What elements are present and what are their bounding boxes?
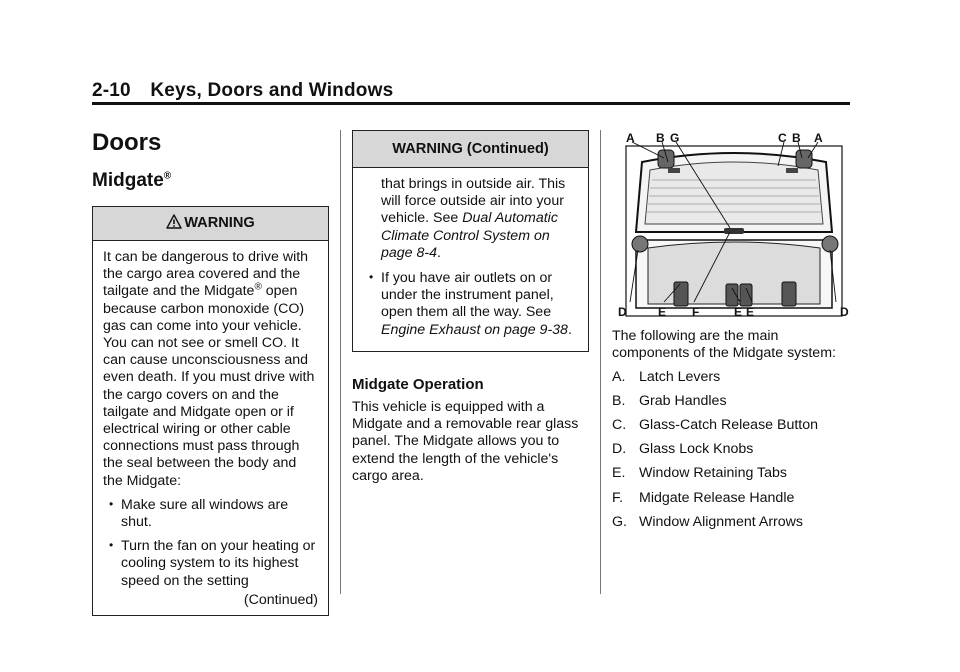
item-letter: B. bbox=[612, 392, 626, 409]
list-intro: The following are the main components of the Midgate system: bbox=[612, 328, 836, 362]
item-text: Latch Levers bbox=[639, 368, 721, 385]
header-rule bbox=[92, 102, 850, 105]
figure-label-g: G bbox=[670, 132, 680, 145]
section-title: Keys, Doors and Windows bbox=[150, 80, 394, 101]
warning-title: WARNING (Continued) bbox=[353, 131, 588, 168]
figure-label-c: C bbox=[778, 132, 787, 145]
warning-icon bbox=[166, 214, 182, 229]
list-item: • Make sure all windows are shut. bbox=[103, 497, 318, 531]
item-text: Window Retaining Tabs bbox=[639, 465, 787, 482]
registered-mark: ® bbox=[254, 281, 262, 293]
list-item bbox=[612, 441, 852, 458]
item-letter: A. bbox=[612, 368, 626, 385]
warning-text bbox=[103, 249, 318, 490]
body-paragraph: This vehicle is equipped with a Midgate and a removable rear glass panel. The Midgate allows you to extend the length of the vehicle's cargo area. bbox=[352, 399, 579, 484]
figure-label-a: A bbox=[626, 132, 635, 145]
item-letter: G. bbox=[612, 513, 627, 530]
list-item bbox=[612, 465, 852, 482]
warning-text-b: open because carbon monoxide (CO) gas can come into your vehicle. You can not see or smell CO. It can cause unconsciousness and even death. If you must drive with the cargo covers on and the tailgate and Midgate open or if electrical wiring or other cable connections must pass through the seal between the body and the Midgate: bbox=[103, 283, 315, 489]
component-list bbox=[612, 328, 852, 531]
page-header bbox=[92, 80, 393, 102]
list-item bbox=[612, 514, 852, 531]
list-item bbox=[612, 393, 852, 410]
figure-label-d: D bbox=[618, 305, 627, 317]
list-item bbox=[612, 490, 852, 507]
column-divider bbox=[600, 130, 601, 594]
continued-label: (Continued) bbox=[243, 591, 318, 608]
list-item: • Turn the fan on your heating or cooling system to its highest speed on the setting bbox=[103, 538, 318, 590]
item-text: Glass Lock Knobs bbox=[639, 441, 754, 458]
column-1 bbox=[92, 130, 329, 616]
column-3 bbox=[612, 132, 852, 538]
item-letter: D. bbox=[612, 441, 627, 458]
figure-label-d: D bbox=[840, 305, 849, 317]
cross-reference-link[interactable]: Dual Automatic Climate Control System on page 8-4 bbox=[381, 210, 558, 261]
column-divider bbox=[340, 130, 341, 594]
warning-title-text: WARNING bbox=[184, 215, 255, 231]
item-letter: F. bbox=[612, 489, 624, 506]
figure-label-f: F bbox=[692, 305, 700, 317]
warning-box bbox=[92, 206, 329, 616]
section-heading bbox=[92, 170, 329, 192]
item-text: Midgate Release Handle bbox=[639, 489, 795, 506]
warning-text-cont: that brings in outside air. This will force outside air into your vehicle. See bbox=[381, 176, 566, 227]
page-title: Doors bbox=[92, 129, 162, 156]
item-text: Grab Handles bbox=[639, 392, 727, 409]
list-item bbox=[612, 369, 852, 386]
bullet-text: If you have air outlets on or under the instrument panel, open them all the way. See bbox=[381, 270, 554, 321]
figure-label-e: E bbox=[658, 305, 667, 317]
cross-reference-link[interactable]: Engine Exhaust on page 9-38 bbox=[381, 321, 568, 338]
item-letter: C. bbox=[612, 417, 627, 434]
figure-label-b: B bbox=[656, 132, 665, 145]
registered-mark: ® bbox=[163, 170, 172, 182]
figure-label-b: B bbox=[792, 132, 801, 145]
subsection-heading: Midgate Operation bbox=[352, 375, 484, 393]
page-number: 2-10 bbox=[92, 80, 131, 101]
midgate-illustration bbox=[618, 132, 850, 317]
figure-label-a: A bbox=[814, 132, 823, 145]
section-heading-text: Midgate bbox=[92, 170, 164, 191]
list-item bbox=[612, 417, 852, 434]
list-item: • If you have air outlets on or under the instrument panel, open them all the way. See Engine Exhaust on page 9-38. bbox=[363, 270, 578, 339]
column-2 bbox=[352, 130, 589, 499]
figure-label-e: E bbox=[746, 305, 755, 317]
item-letter: E. bbox=[612, 465, 626, 482]
warning-title bbox=[93, 207, 328, 241]
item-text: Glass-Catch Release Button bbox=[639, 417, 819, 434]
warning-box-continued bbox=[352, 130, 589, 352]
figure-label-e: E bbox=[734, 305, 743, 317]
warning-text-a: It can be dangerous to drive with the cargo area covered and the tailgate and the Midgate bbox=[103, 249, 309, 300]
warning-text: that brings in outside air. This will force outside air into your vehicle. See Dual Automatic Climate Control System on page 8-4. bbox=[381, 176, 566, 261]
item-text: Window Alignment Arrows bbox=[639, 513, 804, 530]
